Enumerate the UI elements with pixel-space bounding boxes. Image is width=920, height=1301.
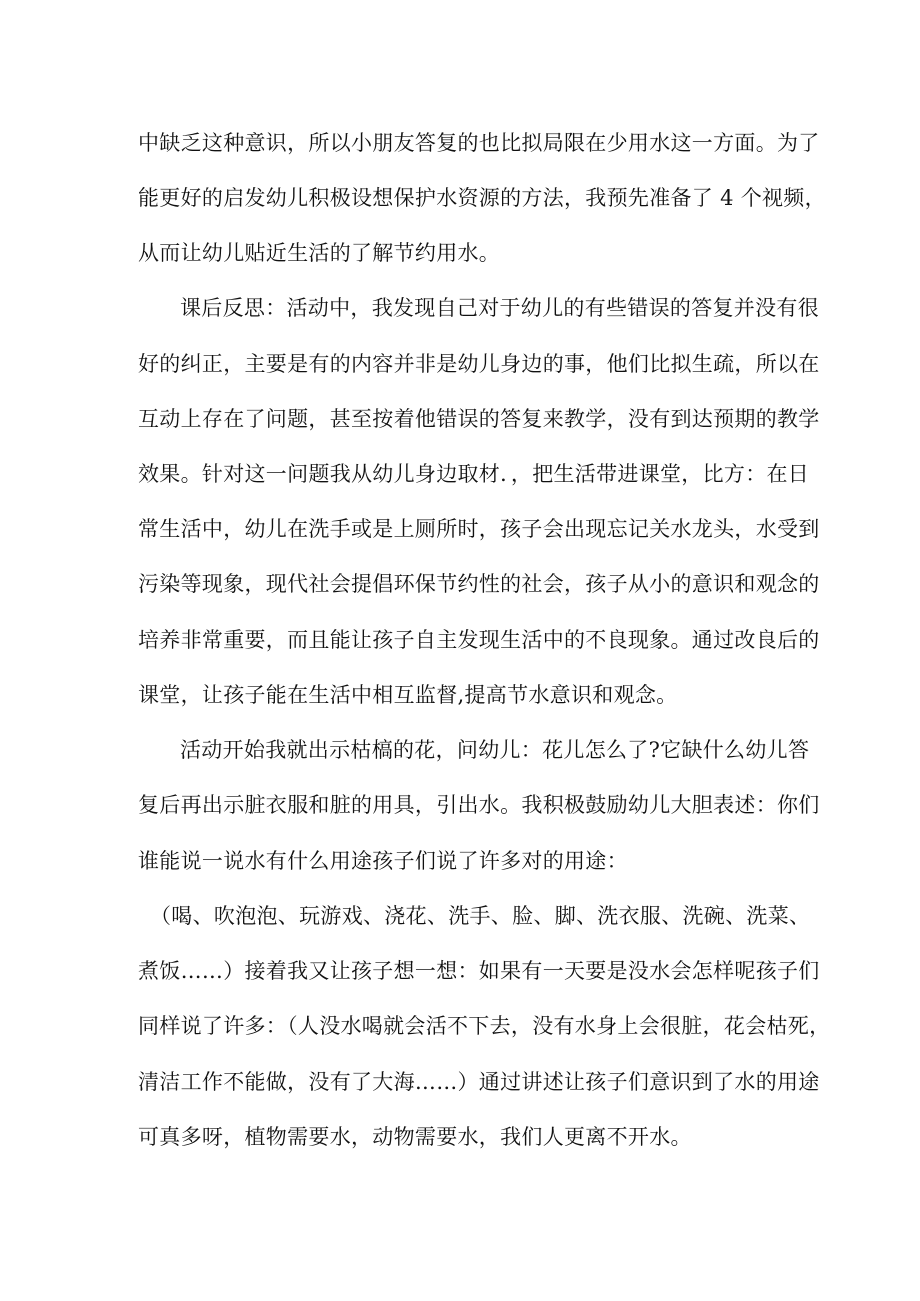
text-line: 同样说了许多：（人没水喝就会活不下去，没有水身上会很脏，花会枯死，	[138, 1014, 831, 1038]
text-line: 互动上存在了问题，甚至按着他错误的答复来教学，没有到达预期的教学	[138, 407, 820, 431]
text-line: 复后再出示脏衣服和脏的用具，引出水。我积极鼓励幼儿大胆表述：你们	[138, 793, 820, 817]
text-line: 能更好的启发幼儿积极设想保护水资源的方法，我预先准备了 4 个视频，	[138, 186, 826, 210]
text-line: （喝、吹泡泡、玩游戏、浇花、洗手、脸、脚、洗衣服、洗碗、洗菜、	[150, 904, 811, 928]
text-line: 可真多呀，植物需要水，动物需要水，我们人更离不开水。	[138, 1125, 692, 1149]
text-line: 好的纠正，主要是有的内容并非是幼儿身边的事，他们比拟生疏，所以在	[138, 352, 820, 376]
text-line: 煮饭……）接着我又让孩子想一想：如果有一天要是没水会怎样呢孩子们	[138, 959, 820, 983]
text-line: 效果。针对这一问题我从幼儿身边取材．，把生活带进课堂，比方：在日	[138, 462, 810, 486]
paragraph-first-line: 课后反思：活动中，我发现自己对于幼儿的有些错误的答复并没有很	[180, 296, 819, 320]
text-line: 课堂，让孩子能在生活中相互监督,提高节水意识和观念。	[138, 683, 678, 707]
text-line: 谁能说一说水有什么用途孩子们说了许多对的用途：	[138, 849, 628, 873]
text-line: 常生活中，幼儿在洗手或是上厕所时，孩子会出现忘记关水龙头，水受到	[138, 517, 820, 541]
text-line: 污染等现象，现代社会提倡环保节约性的社会，孩子从小的意识和观念的	[138, 572, 820, 596]
text-line: 清洁工作不能做，没有了大海……）通过讲述让孩子们意识到了水的用途	[138, 1070, 820, 1094]
text-line: 培养非常重要，而且能让孩子自主发现生活中的不良现象。通过改良后的	[138, 628, 820, 652]
text-line: 中缺乏这种意识，所以小朋友答复的也比拟局限在少用水这一方面。为了	[138, 131, 820, 155]
text-line: 从而让幼儿贴近生活的了解节约用水。	[138, 241, 501, 265]
paragraph-first-line: 活动开始我就出示枯槁的花，问幼儿：花儿怎么了?它缺什么幼儿答	[180, 738, 810, 762]
